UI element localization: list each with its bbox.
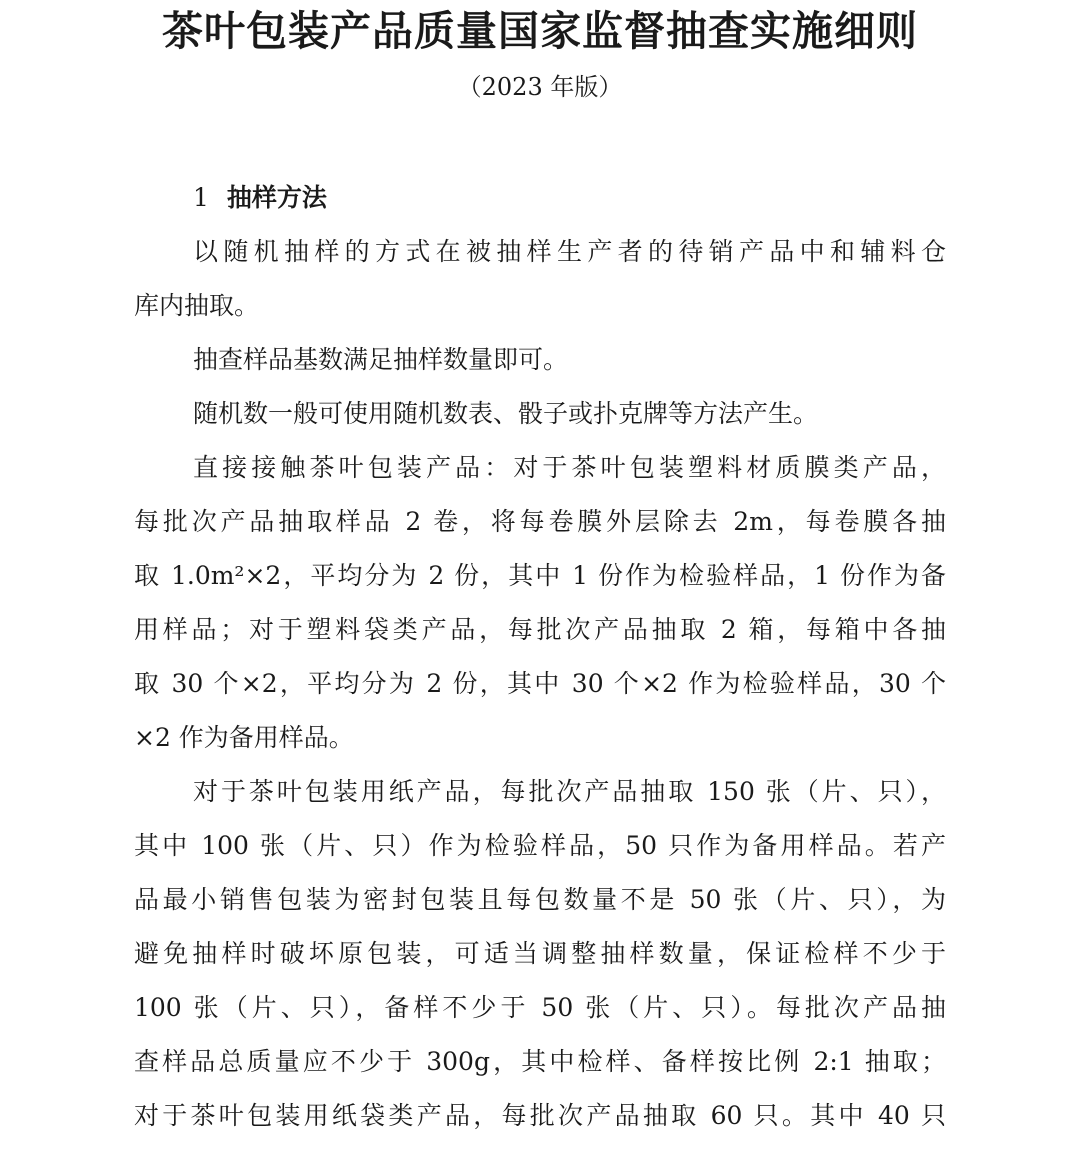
- paragraph-line: 库内抽取。: [134, 291, 260, 320]
- paragraph-line: 品最小销售包装为密封包装且每包数量不是 50 张（片、只），为: [134, 885, 946, 914]
- paragraph-line: 100 张（片、只），备样不少于 50 张（片、只）。每批次产品抽: [134, 993, 946, 1022]
- paragraph-line: 查样品总质量应不少于 300g，其中检样、备样按比例 2:1 抽取；: [134, 1047, 946, 1076]
- paragraph-line: 取 1.0m²×2，平均分为 2 份，其中 1 份作为检验样品，1 份作为备: [134, 561, 946, 590]
- document-edition: （2023 年版）: [457, 73, 623, 101]
- paragraph-line: 抽查样品基数满足抽样数量即可。: [193, 345, 569, 374]
- section-heading: [193, 180, 327, 216]
- paragraph-line: 以随机抽样的方式在被抽样生产者的待销产品中和辅料仓: [193, 237, 946, 266]
- paragraph-line: 其中 100 张（片、只）作为检验样品，50 只作为备用样品。若产: [134, 831, 946, 860]
- paragraph-line: 随机数一般可使用随机数表、骰子或扑克牌等方法产生。: [193, 399, 819, 428]
- paragraph-line: 每批次产品抽取样品 2 卷，将每卷膜外层除去 2m，每卷膜各抽: [134, 507, 946, 536]
- paragraph-line: ×2 作为备用样品。: [134, 723, 354, 752]
- paragraph-line: 用样品；对于塑料袋类产品，每批次产品抽取 2 箱，每箱中各抽: [134, 615, 946, 644]
- section-title: 抽样方法: [226, 183, 327, 212]
- section-number: 1: [193, 183, 209, 212]
- paragraph-line: 取 30 个×2，平均分为 2 份，其中 30 个×2 作为检验样品，30 个: [134, 669, 946, 698]
- document-title: 茶叶包装产品质量国家监督抽查实施细则: [162, 7, 918, 55]
- paragraph-line: 避免抽样时破坏原包装，可适当调整抽样数量，保证检样不少于: [134, 939, 946, 968]
- paragraph-line: 直接接触茶叶包装产品：对于茶叶包装塑料材质膜类产品，: [193, 453, 946, 482]
- paragraph-line: 对于茶叶包装用纸袋类产品，每批次产品抽取 60 只。其中 40 只: [134, 1101, 946, 1130]
- paragraph-line: 对于茶叶包装用纸产品，每批次产品抽取 150 张（片、只），: [193, 777, 946, 806]
